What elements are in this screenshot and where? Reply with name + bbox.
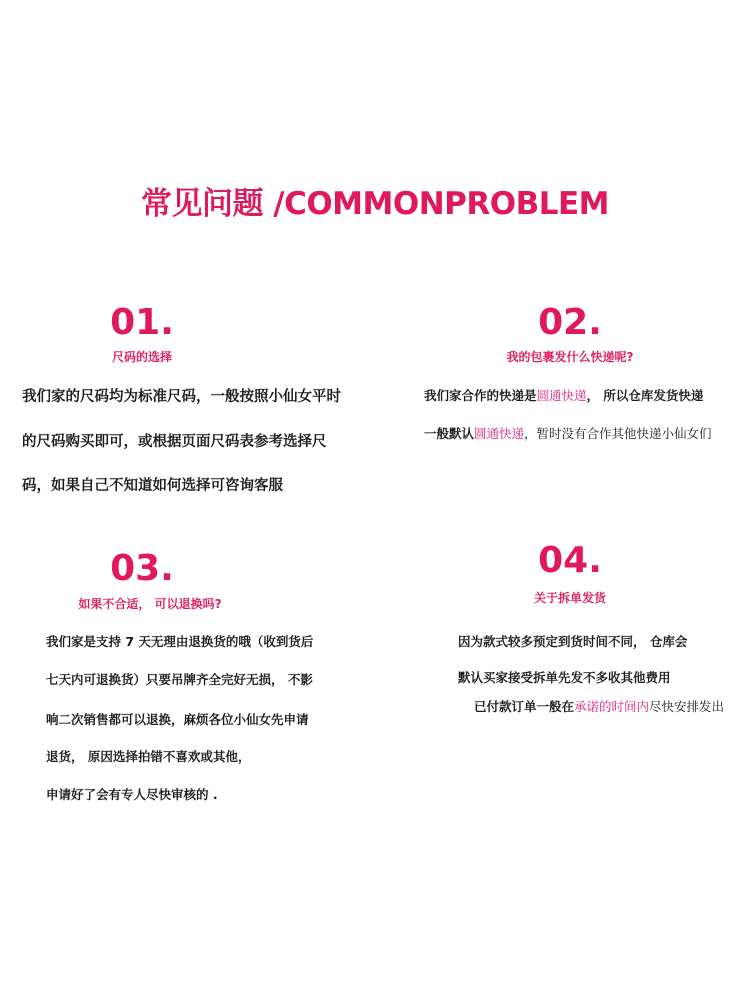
item-02-line-2-tail: ，暂时没有合作其他快递小仙女们 (524, 426, 712, 441)
item-04-line-2: 默认买家接受拆单先发不多收其他费用 (458, 670, 671, 685)
item-03-line-4: 退货， 原因选择拍错不喜欢或其他， (46, 749, 251, 764)
item-number-03: 03. (110, 548, 174, 589)
item-03-line-5: 申请好了会有专人尽快审核的 . (46, 787, 218, 802)
item-heading-04: 关于拆单发货 (533, 591, 606, 605)
item-01-line-1: 我们家的尺码均为标准尺码，一般按照小仙女平时 (22, 389, 341, 405)
item-02-line-1-text: 我们家合作的快递是 (424, 388, 537, 403)
promise-highlight: 承诺的时间内 (574, 699, 650, 714)
item-number-04: 04. (538, 540, 602, 581)
item-02-line-1 (424, 386, 703, 404)
page-title: 常见问题 /COMMONPROBLEM (140, 186, 610, 222)
item-number-01: 01. (110, 302, 174, 343)
item-04-line-3-tail: 尽快安排发出 (649, 699, 725, 714)
item-02-line-2 (424, 424, 712, 442)
item-number-02: 02. (538, 302, 602, 343)
item-04-line-1: 因为款式较多预定到货时间不同， 仓库会 (458, 634, 688, 649)
courier-highlight-1: 圆通快递 (536, 388, 587, 403)
item-01-line-2: 的尺码购买即可，或根据页面尺码表参考选择尺 (22, 434, 327, 450)
item-heading-01: 尺码的选择 (111, 350, 172, 364)
item-04-line-3-text: 已付款订单一般在 (474, 699, 575, 714)
courier-highlight-2: 圆通快递 (474, 426, 525, 441)
item-heading-03: 如果不合适， 可以退换吗? (78, 597, 222, 611)
item-01-line-3: 码，如果自己不知道如何选择可咨询客服 (22, 478, 283, 494)
item-03-line-1: 我们家是支持 7 天无理由退换货的哦（收到货后 (46, 634, 314, 649)
item-heading-02: 我的包裹发什么快递呢? (506, 350, 634, 364)
item-02-line-1-tail: ， 所以仓库发货快递 (586, 388, 704, 403)
item-03-line-3: 响二次销售都可以退换，麻烦各位小仙女先申请 (46, 712, 309, 727)
item-02-line-2-text: 一般默认 (424, 426, 475, 441)
item-04-line-3 (474, 697, 724, 715)
item-03-line-2: 七天内可退换货）只要吊牌齐全完好无损， 不影 (46, 672, 313, 687)
